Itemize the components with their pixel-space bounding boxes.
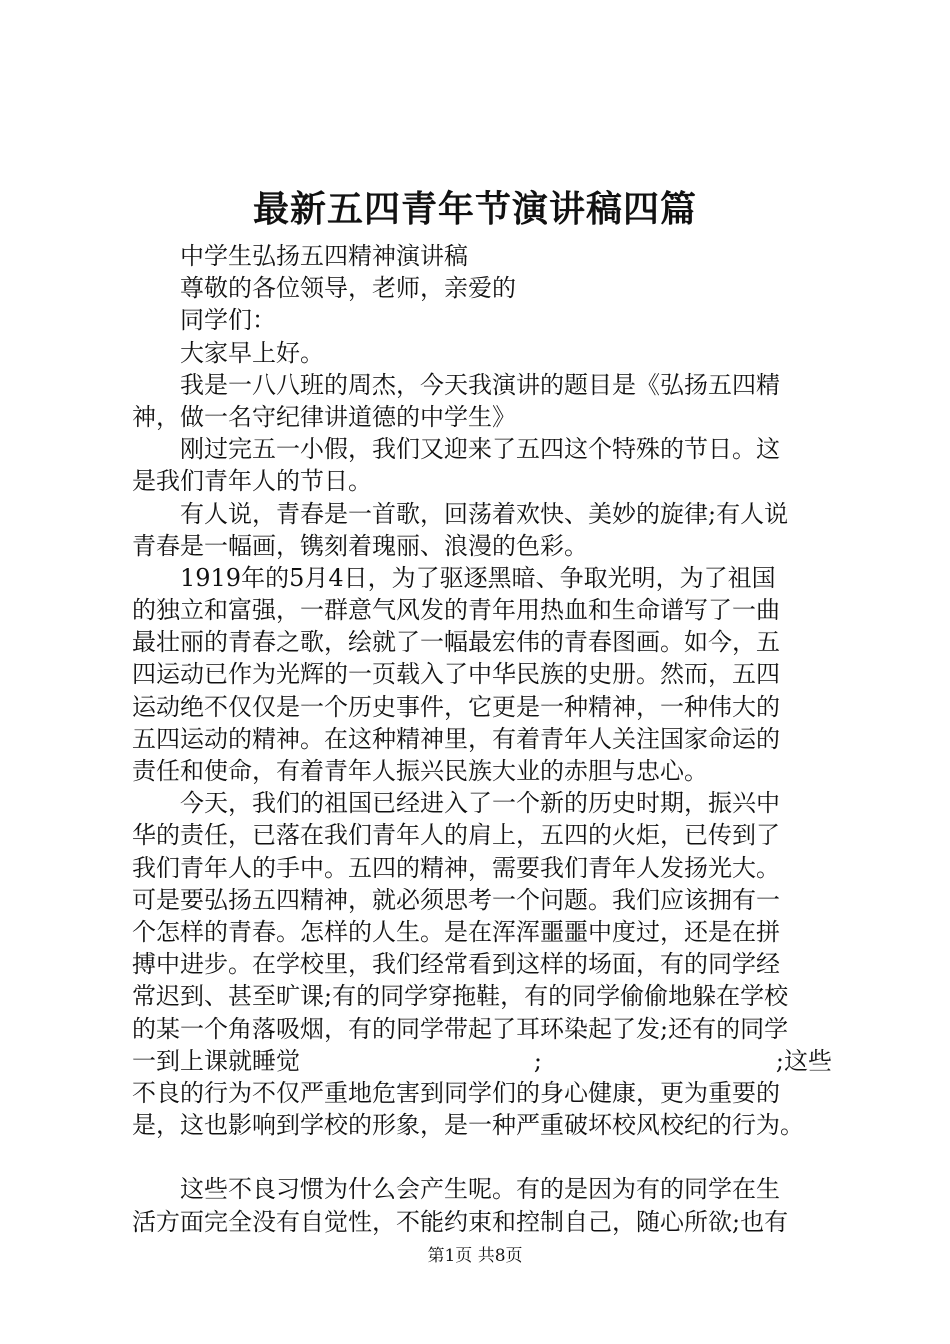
body-line: 是我们青年人的节日。 xyxy=(132,467,372,496)
split-body-line xyxy=(132,1045,832,1077)
split-line-middle: ; xyxy=(533,1046,542,1075)
split-line-right: ;这些 xyxy=(775,1046,832,1075)
split-line-left: 一到上课就睡觉 xyxy=(132,1046,300,1075)
body-line: 同学们： xyxy=(180,306,276,335)
body-line: 不良的行为不仅严重地危害到同学们的身心健康，更为重要的 xyxy=(132,1078,780,1107)
body-line: 这些不良习惯为什么会产生呢。有的是因为有的同学在生 xyxy=(180,1175,780,1204)
body-line: 四运动已作为光辉的一页载入了中华民族的史册。然而，五四 xyxy=(132,660,780,689)
body-line: 刚过完五一小假，我们又迎来了五四这个特殊的节日。这 xyxy=(180,435,780,464)
body-line: 责任和使命，有着青年人振兴民族大业的赤胆与忠心。 xyxy=(132,757,708,785)
body-line: 搏中进步。在学校里，我们经常看到这样的场面，有的同学经 xyxy=(132,950,780,979)
page-footer: 第1页 共8页 xyxy=(427,1246,523,1266)
body-line: 常迟到、甚至旷课;有的同学穿拖鞋，有的同学偷偷地躲在学校 xyxy=(132,982,789,1011)
document-title: 最新五四青年节演讲稿四篇 xyxy=(252,188,697,230)
body-line: 五四运动的精神。在这种精神里，有着青年人关注国家命运的 xyxy=(132,724,780,753)
body-line: 华的责任，已落在我们青年人的肩上，五四的火炬，已传到了 xyxy=(132,821,780,850)
body-line: 青春是一幅画，镌刻着瑰丽、浪漫的色彩。 xyxy=(132,531,588,560)
body-line: 可是要弘扬五四精神，就必须思考一个问题。我们应该拥有一 xyxy=(132,885,780,914)
body-line: 的独立和富强，一群意气风发的青年用热血和生命谱写了一曲 xyxy=(132,596,780,625)
body-line: 今天，我们的祖国已经进入了一个新的历史时期，振兴中 xyxy=(180,789,780,818)
body-line: 我们青年人的手中。五四的精神，需要我们青年人发扬光大。 xyxy=(132,853,780,882)
body-line: 个怎样的青春。怎样的人生。是在浑浑噩噩中度过，还是在拼 xyxy=(132,917,780,946)
body-line: 我是一八八班的周杰，今天我演讲的题目是《弘扬五四精 xyxy=(180,370,780,399)
body-line: 活方面完全没有自觉性，不能约束和控制自己，随心所欲;也有 xyxy=(132,1207,789,1236)
body-line: 神，做一名守纪律讲道德的中学生》 xyxy=(132,402,516,431)
document-body xyxy=(132,240,832,1238)
body-line: 有人说，青春是一首歌，回荡着欢快、美妙的旋律;有人说 xyxy=(180,499,789,528)
body-line: 的某一个角落吸烟，有的同学带起了耳环染起了发;还有的同学 xyxy=(132,1014,789,1043)
body-line: 运动绝不仅仅是一个历史事件，它更是一种精神，一种伟大的 xyxy=(132,692,780,721)
body-line: 是，这也影响到学校的形象，是一种严重破坏校风校纪的行为。 xyxy=(132,1111,804,1140)
body-line: 大家早上好。 xyxy=(180,338,324,367)
body-line: 中学生弘扬五四精神演讲稿 xyxy=(180,242,468,270)
body-line: 最壮丽的青春之歌，绘就了一幅最宏伟的青春图画。如今，五 xyxy=(132,628,780,657)
body-line: 尊敬的各位领导，老师，亲爱的 xyxy=(180,274,516,303)
paragraph-gap xyxy=(132,1141,832,1173)
body-line: 1919年的5月4日，为了驱逐黑暗、争取光明，为了祖国 xyxy=(180,563,776,592)
